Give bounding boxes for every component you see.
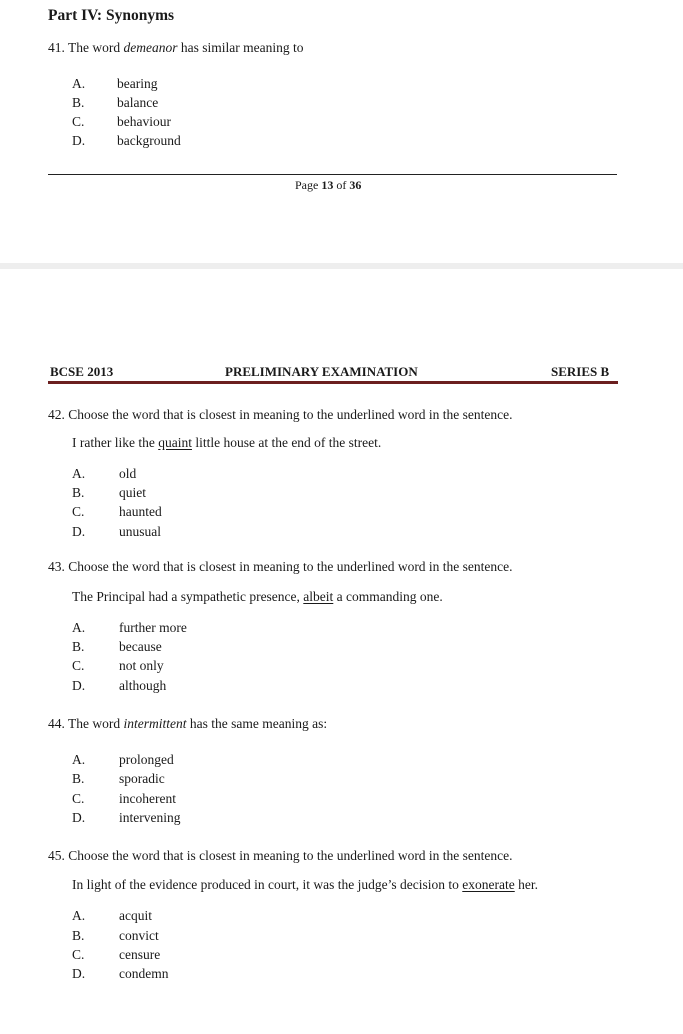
option-text: background (117, 133, 181, 148)
sentence-post: her. (514, 877, 538, 892)
page-current: 13 (321, 178, 334, 192)
question-number: 44. (48, 716, 65, 731)
question-43 (48, 559, 513, 575)
question-42-sentence (72, 435, 381, 451)
option-letter: D. (72, 524, 86, 539)
page-label: Page (295, 178, 322, 192)
page-of: of (333, 178, 350, 192)
sentence-pre: I rather like the (72, 435, 159, 450)
question-41 (48, 40, 303, 56)
option-text: acquit (119, 908, 152, 923)
option-text: censure (119, 947, 161, 962)
option-letter: A. (72, 908, 86, 923)
section-title: Part IV: Synonyms (48, 7, 175, 24)
question-text-post: has similar meaning to (177, 40, 304, 55)
option-text: haunted (119, 504, 162, 519)
option-letter: D. (72, 966, 86, 981)
page-total: 36 (349, 178, 362, 192)
question-keyword: intermittent (123, 716, 187, 731)
sentence-post: little house at the end of the street. (191, 435, 382, 450)
sentence-pre: The Principal had a sympathetic presence, (72, 589, 304, 604)
page-separator (0, 263, 683, 269)
option-letter: B. (72, 639, 85, 654)
option-text: not only (119, 658, 164, 673)
footer-rule (48, 174, 617, 175)
option-letter: C. (72, 114, 85, 129)
option-letter: A. (72, 752, 86, 767)
sentence-post: a commanding one. (333, 589, 443, 604)
question-number: 45. (48, 848, 65, 863)
option-text: unusual (119, 524, 161, 539)
option-letter: D. (72, 678, 86, 693)
option-text: incoherent (119, 791, 176, 806)
option-letter: B. (72, 771, 85, 786)
underlined-word: quaint (158, 435, 192, 450)
option-text: quiet (119, 485, 146, 500)
option-letter: B. (72, 485, 85, 500)
option-text: prolonged (119, 752, 174, 767)
question-44 (48, 716, 327, 732)
option-text: bearing (117, 76, 158, 91)
question-keyword: demeanor (123, 40, 178, 55)
question-text-post: has the same meaning as: (186, 716, 328, 731)
option-letter: D. (72, 810, 86, 825)
option-text: although (119, 678, 167, 693)
option-text: intervening (119, 810, 181, 825)
option-letter: B. (72, 95, 85, 110)
underlined-word: exonerate (462, 877, 515, 892)
option-text: balance (117, 95, 159, 110)
header-exam-code: BCSE 2013 (50, 364, 114, 379)
option-letter: D. (72, 133, 86, 148)
option-letter: C. (72, 947, 85, 962)
question-prompt: Choose the word that is closest in meaning to the underlined word in the sentence. (68, 848, 513, 863)
question-43-sentence (72, 589, 443, 605)
question-42 (48, 407, 513, 423)
question-prompt: Choose the word that is closest in meaning to the underlined word in the sentence. (68, 559, 513, 574)
option-text: behaviour (117, 114, 171, 129)
option-text: convict (119, 928, 159, 943)
question-text-pre: The word (68, 716, 124, 731)
option-text: sporadic (119, 771, 165, 786)
header-exam-title: PRELIMINARY EXAMINATION (225, 364, 418, 379)
option-letter: C. (72, 658, 85, 673)
question-text-pre: The word (68, 40, 124, 55)
header-rule (48, 381, 618, 384)
option-text: further more (119, 620, 187, 635)
option-text: condemn (119, 966, 169, 981)
question-prompt: Choose the word that is closest in meaning to the underlined word in the sentence. (68, 407, 513, 422)
option-text: because (119, 639, 162, 654)
question-number: 41. (48, 40, 65, 55)
option-text: old (119, 466, 137, 481)
underlined-word: albeit (303, 589, 334, 604)
header-series: SERIES B (551, 364, 610, 379)
option-letter: A. (72, 76, 86, 91)
question-45 (48, 848, 513, 864)
option-letter: A. (72, 620, 86, 635)
option-letter: B. (72, 928, 85, 943)
page-number (295, 178, 361, 193)
question-number: 42. (48, 407, 65, 422)
option-letter: C. (72, 791, 85, 806)
option-letter: A. (72, 466, 86, 481)
question-number: 43. (48, 559, 65, 574)
sentence-pre: In light of the evidence produced in court, it was the judge’s decision to (72, 877, 463, 892)
question-45-sentence (72, 877, 538, 893)
option-letter: C. (72, 504, 85, 519)
